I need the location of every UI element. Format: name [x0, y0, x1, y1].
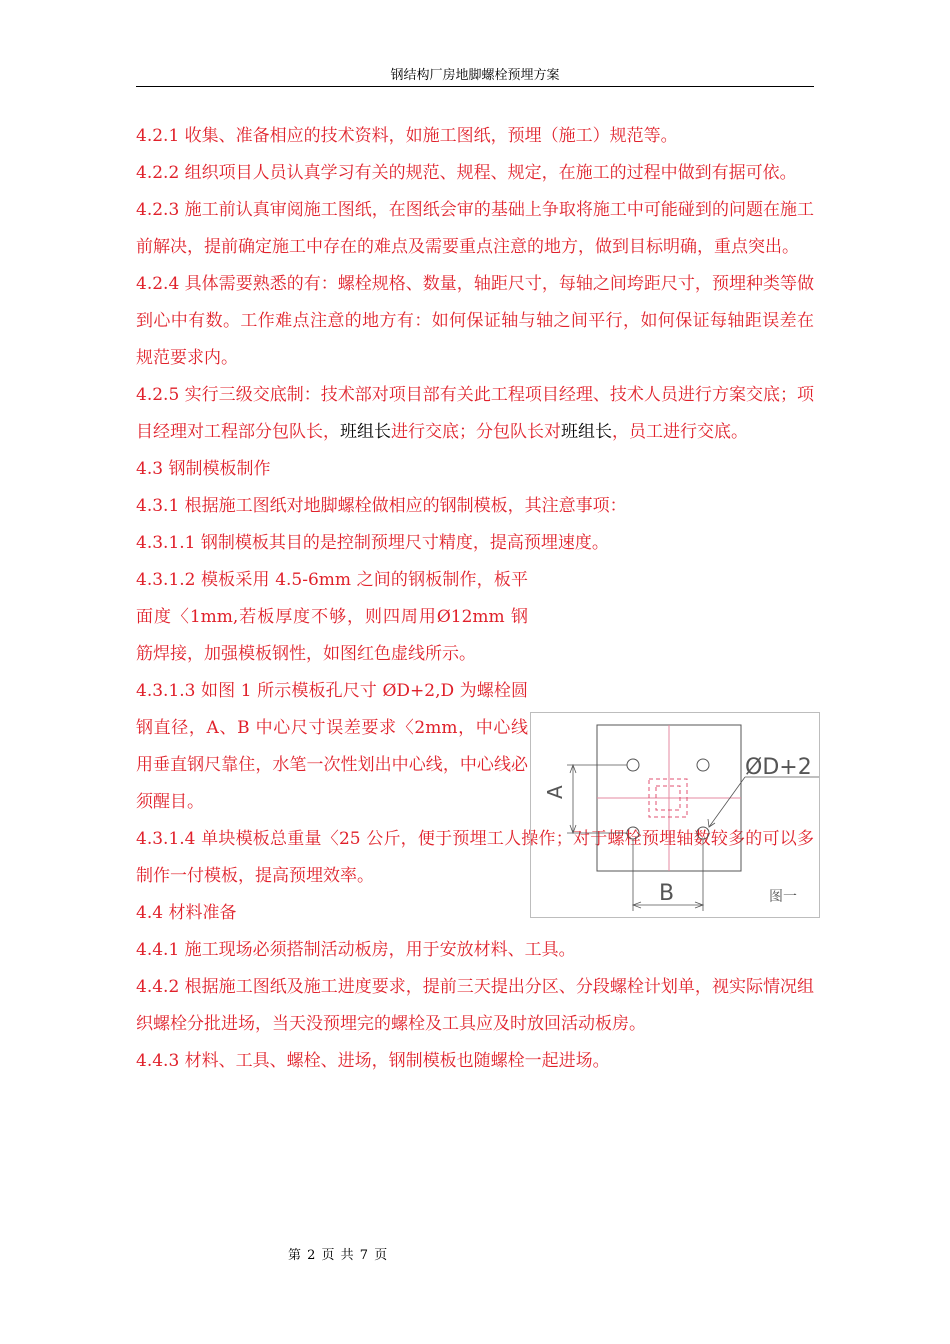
paragraph-4-2-2: 4.2.2 组织项目人员认真学习有关的规范、规程、规定，在施工的过程中做到有据可依。	[136, 163, 797, 183]
hole-size-label: ØD+2	[745, 755, 812, 780]
term-team-leader: 班组长	[340, 422, 391, 442]
paragraph-4-3-1-2: 4.3.1.2 模板采用 4.5-6mm 之间的钢板制作，板平面度〈1mm,若板厚度不够，则四周用Ø12mm 钢筋焊接，加强模板钢性，如图红色虚线所示。	[136, 570, 528, 664]
paragraph-4-3-1-3: 4.3.1.3 如图 1 所示模板孔尺寸 ØD+2,D 为螺栓圆钢直径，A、B 中心尺寸误差要求〈2mm，中心线用垂直钢尺靠住，水笔一次性划出中心线，中心线必须醒目。	[136, 681, 528, 812]
template-drawing	[531, 713, 821, 919]
bolt-hole-top-right	[697, 759, 709, 771]
bolt-hole-bottom-right	[697, 827, 709, 839]
dim-b-label: B	[659, 881, 675, 906]
paragraph-4-2-5-part: 4.2.5 实行三级交底制：技术部对项目部有关此工程项目经理、技术人员进行方案交底；项目经理对工程部分包队长，	[136, 385, 814, 442]
term-team-leader: 班组长	[561, 422, 612, 442]
figure-caption: 图一	[769, 889, 797, 905]
paragraph-4-2-3: 4.2.3 施工前认真审阅施工图纸，在图纸会审的基础上争取将施工中可能碰到的问题在施工前解决，提前确定施工中存在的难点及需要重点注意的地方，做到目标明确，重点突出。	[136, 200, 814, 257]
paragraph-4-2-5	[136, 377, 814, 451]
dim-a-label: A	[543, 785, 567, 799]
paragraph-4-2-1: 4.2.1 收集、准备相应的技术资料，如施工图纸，预埋（施工）规范等。	[136, 126, 678, 146]
paragraph-4-4-1: 4.4.1 施工现场必须搭制活动板房，用于安放材料、工具。	[136, 940, 576, 960]
paragraph-4-4-2: 4.4.2 根据施工图纸及施工进度要求，提前三天提出分区、分段螺栓计划单，视实际情况组织螺栓分批进场，当天没预埋完的螺栓及工具应及时放回活动板房。	[136, 977, 814, 1034]
paragraph-4-2-5-part: 进行交底；分包队长对	[391, 422, 561, 442]
hole-leader-line	[709, 777, 745, 827]
paragraph-4-4-3: 4.4.3 材料、工具、螺栓、进场，钢制模板也随螺栓一起进场。	[136, 1051, 610, 1071]
paragraph-4-3-1: 4.3.1 根据施工图纸对地脚螺栓做相应的钢制模板，其注意事项：	[136, 496, 627, 516]
template-diagram	[530, 712, 820, 918]
paragraph-4-3-1-1: 4.3.1.1 钢制模板其目的是控制预埋尺寸精度，提高预埋速度。	[136, 533, 609, 553]
bolt-hole-bottom-left	[627, 827, 639, 839]
heading-4-4: 4.4 材料准备	[136, 903, 237, 923]
heading-4-3: 4.3 钢制模板制作	[136, 459, 271, 479]
document-body	[136, 118, 814, 1080]
page-footer: 第 2 页 共 7 页	[288, 1248, 389, 1263]
paragraph-4-2-4: 4.2.4 具体需要熟悉的有：螺栓规格、数量，轴距尺寸，每轴之间垮距尺寸，预埋种类等做到心中有数。工作难点注意的地方有：如何保证轴与轴之间平行，如何保证每轴距误差在规范要求内。	[136, 274, 814, 368]
page-header: 钢结构厂房地脚螺栓预埋方案	[390, 68, 560, 83]
paragraph-4-3-1-4: 4.3.1.4 单块模板总重量〈25 公斤，便于预埋工人操作；对于螺栓预埋轴数较多的可以多制作一付模板，提高预埋效率。	[136, 829, 814, 886]
bolt-hole-top-left	[627, 759, 639, 771]
paragraph-4-2-5-part: ，员工进行交底。	[612, 422, 748, 442]
header-rule	[136, 86, 814, 87]
figure-wrap-text	[136, 562, 528, 821]
